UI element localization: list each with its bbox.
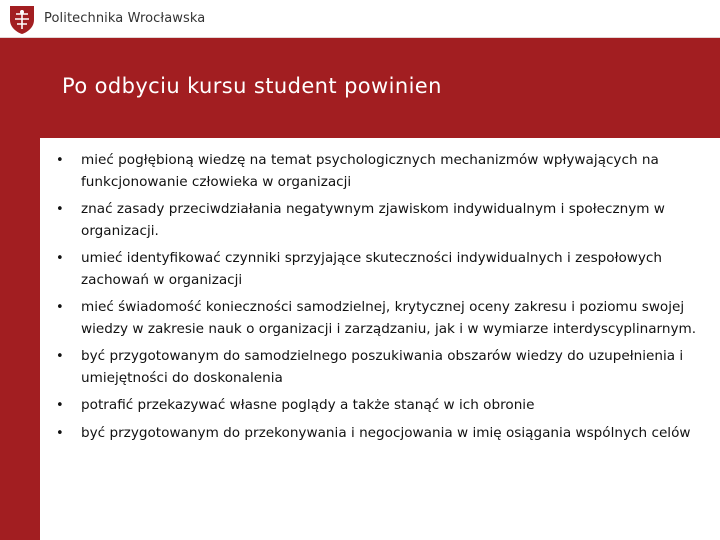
logo-text: Politechnika Wrocławska (44, 11, 206, 26)
bullet-text: umieć identyfikować czynniki sprzyjające skuteczności indywidualnych i zespołowych zachowań w organizacji (81, 250, 663, 288)
list-item (56, 346, 706, 389)
bullet-icon: • (56, 398, 64, 413)
bullet-text: potrafić przekazywać własne poglądy a także stanąć w ich obronie (81, 397, 535, 413)
title-band (40, 38, 720, 138)
bullet-text: mieć świadomość konieczności samodzielnej, krytycznej oceny zakresu i poziomu swojej wiedzy w zakresie nauk o organizacji i zarządzaniu, jak i w wymiarze interdyscyplinarnym. (81, 299, 697, 337)
slide-content (56, 150, 706, 450)
left-accent-strip (0, 38, 40, 540)
bullet-text: znać zasady przeciwdziałania negatywnym zjawiskom indywidualnym i społecznym w organizacji. (81, 201, 665, 239)
bullet-icon: • (56, 202, 64, 217)
list-item (56, 199, 706, 242)
list-item (56, 248, 706, 291)
list-item (56, 423, 706, 445)
bullet-icon: • (56, 153, 64, 168)
header-bar (0, 0, 720, 38)
list-item (56, 297, 706, 340)
bullet-icon: • (56, 425, 64, 441)
bullet-icon: • (56, 349, 64, 364)
bullet-text: być przygotowanym do samodzielnego poszukiwania obszarów wiedzy do uzupełnienia i umiejętności do doskonalenia (81, 348, 684, 386)
bullet-icon: • (56, 300, 64, 315)
page-title: Po odbyciu kursu student powinien (62, 74, 442, 98)
politechnika-crest-icon (6, 3, 38, 35)
list-item (56, 395, 706, 417)
bullet-text: mieć pogłębioną wiedzę na temat psychologicznych mechanizmów wpływających na funkcjonowanie człowieka w organizacji (81, 152, 659, 190)
bullet-text: być przygotowanym do przekonywania i negocjowania w imię osiągania wspólnych celów (81, 424, 691, 441)
bullet-icon: • (56, 251, 64, 266)
list-item (56, 150, 706, 193)
bullet-list (56, 150, 706, 444)
